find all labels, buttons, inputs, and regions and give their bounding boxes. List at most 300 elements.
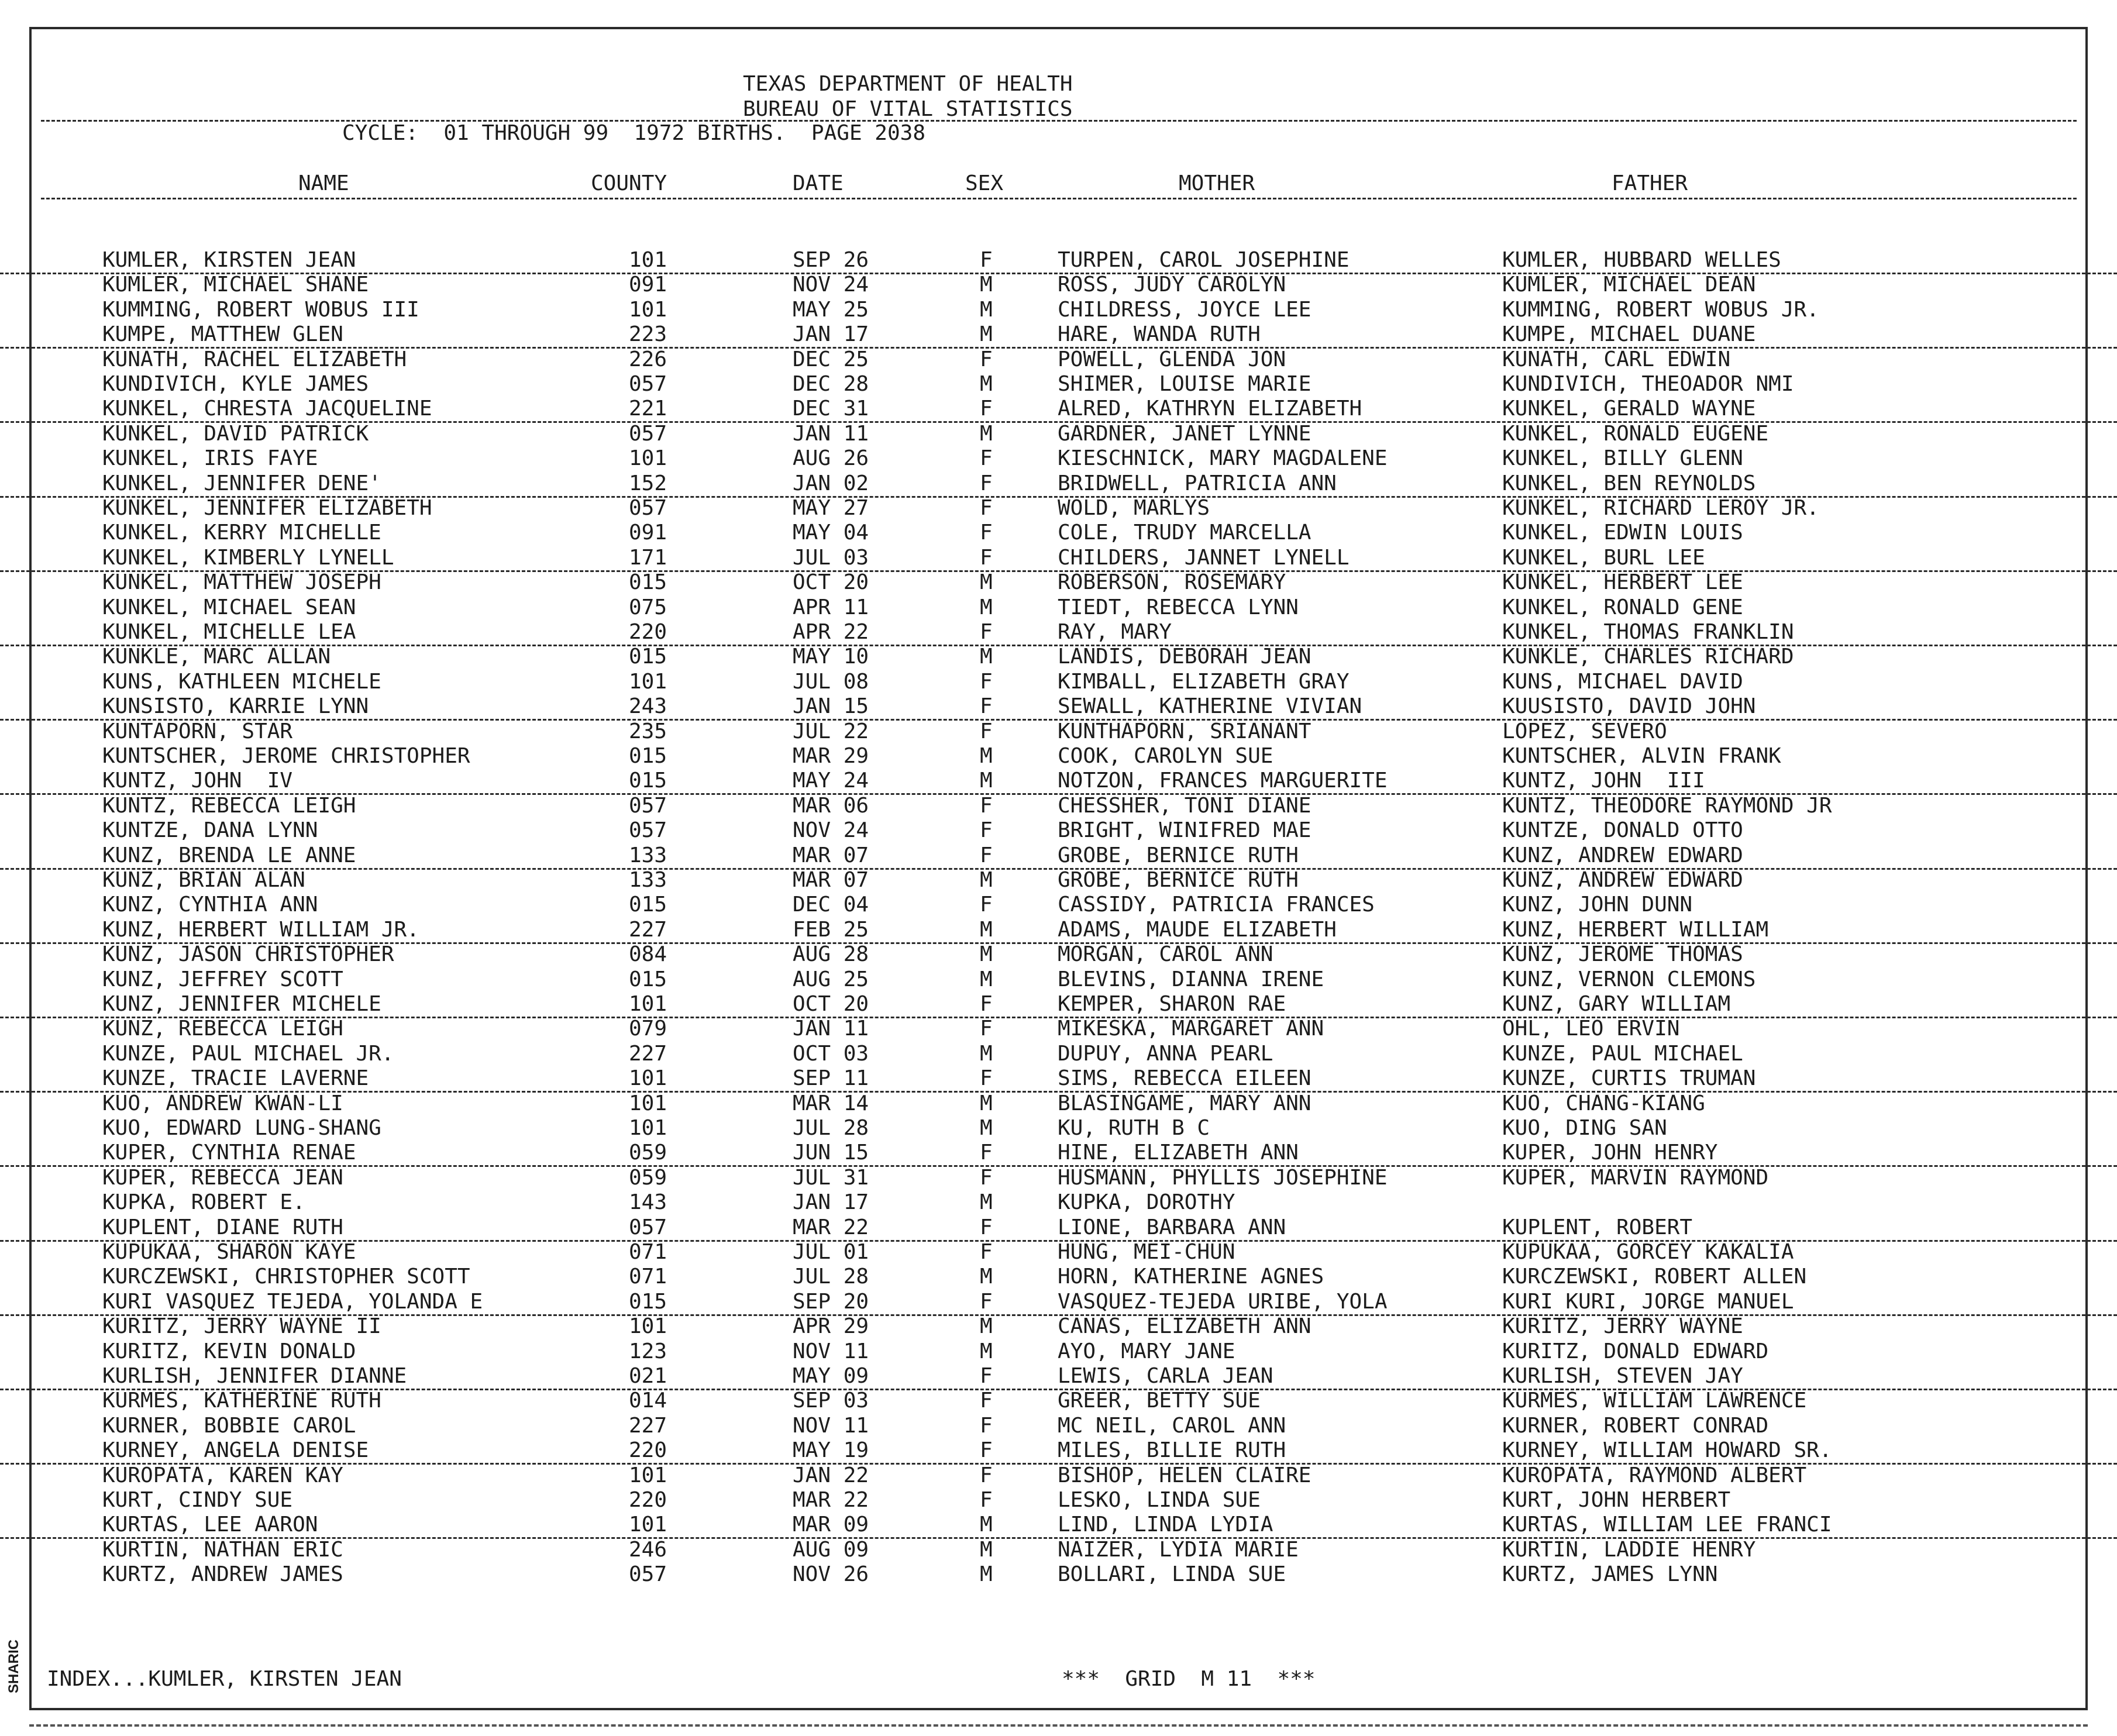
cell-father: KURMES, WILLIAM LAWRENCE — [1502, 1389, 1807, 1413]
cell-name: KUPLENT, DIANE RUTH — [102, 1215, 343, 1239]
cell-county: 015 — [629, 1289, 667, 1314]
cell-mother: SIMS, REBECCA EILEEN — [1058, 1066, 1311, 1091]
table-row — [0, 322, 2117, 349]
cell-mother: BOLLARI, LINDA SUE — [1058, 1562, 1286, 1587]
cell-sex: F — [980, 620, 993, 644]
cell-county: 021 — [629, 1364, 667, 1388]
cell-sex: F — [980, 545, 993, 570]
cell-date: MAY 09 — [793, 1364, 869, 1388]
cell-sex: M — [980, 1265, 993, 1289]
cell-county: 015 — [629, 967, 667, 991]
cell-mother: LEWIS, CARLA JEAN — [1058, 1364, 1273, 1388]
cell-county: 057 — [629, 818, 667, 843]
cell-date: APR 11 — [793, 595, 869, 619]
cell-name: KUNKLE, MARC ALLAN — [102, 645, 331, 669]
cell-mother: HINE, ELIZABETH ANN — [1058, 1141, 1299, 1165]
cell-date: AUG 25 — [793, 967, 869, 991]
cell-date: NOV 26 — [793, 1562, 869, 1587]
index-footer: INDEX...KUMLER, KIRSTEN JEAN — [47, 1667, 402, 1691]
cell-mother: ADAMS, MAUDE ELIZABETH — [1058, 917, 1337, 942]
cell-mother: BRIGHT, WINIFRED MAE — [1058, 818, 1311, 843]
cell-date: JUN 15 — [793, 1141, 869, 1165]
cell-mother: DUPUY, ANNA PEARL — [1058, 1041, 1273, 1066]
cell-name: KUNKEL, MATTHEW JOSEPH — [102, 570, 381, 595]
table-row — [0, 769, 2117, 795]
cell-date: NOV 11 — [793, 1339, 869, 1363]
table-row — [0, 1339, 2117, 1364]
cell-father: KUNKEL, RONALD GENE — [1502, 595, 1743, 619]
cell-mother: MC NEIL, CAROL ANN — [1058, 1413, 1286, 1438]
cell-mother: KUPKA, DOROTHY — [1058, 1190, 1235, 1215]
cell-sex: F — [980, 694, 993, 719]
cell-father: KUNZ, ANDREW EDWARD — [1502, 868, 1743, 892]
cell-county: 071 — [629, 1265, 667, 1289]
cell-county: 235 — [629, 719, 667, 743]
cell-mother: MILES, BILLIE RUTH — [1058, 1438, 1286, 1463]
cell-name: KUNKEL, JENNIFER DENE' — [102, 471, 381, 495]
table-row — [0, 1364, 2117, 1390]
cell-name: KURNER, BOBBIE CAROL — [102, 1413, 356, 1438]
table-row — [0, 670, 2117, 694]
cell-county: 079 — [629, 1017, 667, 1041]
cell-father: KURT, JOHN HERBERT — [1502, 1488, 1731, 1512]
table-row — [0, 1141, 2117, 1167]
table-row — [0, 1240, 2117, 1265]
cell-date: JAN 15 — [793, 694, 869, 719]
cell-sex: M — [980, 322, 993, 347]
table-row — [0, 794, 2117, 818]
cell-mother: AYO, MARY JANE — [1058, 1339, 1235, 1363]
cell-sex: M — [980, 868, 993, 892]
cell-sex: F — [980, 471, 993, 495]
cell-sex: F — [980, 893, 993, 917]
cell-father: KURTIN, LADDIE HENRY — [1502, 1537, 1756, 1562]
cell-county: 015 — [629, 769, 667, 793]
cell-father: KURITZ, JERRY WAYNE — [1502, 1314, 1743, 1339]
cell-name: KUNZ, JENNIFER MICHELE — [102, 992, 381, 1016]
table-row — [0, 1091, 2117, 1116]
table-row — [0, 248, 2117, 274]
cell-mother: COLE, TRUDY MARCELLA — [1058, 521, 1311, 545]
cell-date: JUL 31 — [793, 1165, 869, 1190]
cell-father: KUNZ, ANDREW EDWARD — [1502, 843, 1743, 867]
cell-father: KUNZ, VERNON CLEMONS — [1502, 967, 1756, 991]
cell-date: MAR 22 — [793, 1215, 869, 1239]
cell-father: KURNEY, WILLIAM HOWARD SR. — [1502, 1438, 1832, 1463]
table-row — [0, 1538, 2117, 1562]
cell-father: KURLISH, STEVEN JAY — [1502, 1364, 1743, 1388]
cell-name: KURI VASQUEZ TEJEDA, YOLANDA E — [102, 1289, 483, 1314]
cell-father: KUPLENT, ROBERT — [1502, 1215, 1693, 1239]
cell-mother: TURPEN, CAROL JOSEPHINE — [1058, 248, 1350, 272]
cell-county: 220 — [629, 1488, 667, 1512]
cell-county: 133 — [629, 868, 667, 892]
cell-county: 014 — [629, 1389, 667, 1413]
cell-name: KUNZ, BRIAN ALAN — [102, 868, 305, 892]
cell-date: DEC 25 — [793, 347, 869, 371]
cell-county: 101 — [629, 1091, 667, 1115]
table-row — [0, 893, 2117, 917]
table-row — [0, 918, 2117, 944]
cell-sex: F — [980, 1240, 993, 1264]
cell-county: 133 — [629, 843, 667, 867]
cell-county: 057 — [629, 1562, 667, 1587]
cell-date: APR 22 — [793, 620, 869, 644]
cell-father: KUNTZE, DONALD OTTO — [1502, 818, 1743, 843]
cell-mother: BLEVINS, DIANNA IRENE — [1058, 967, 1324, 991]
table-row — [0, 744, 2117, 769]
cell-sex: M — [980, 1116, 993, 1140]
cell-county: 171 — [629, 545, 667, 570]
cell-sex: M — [980, 1091, 993, 1115]
table-row — [0, 1389, 2117, 1413]
cell-sex: F — [980, 1017, 993, 1041]
cell-county: 101 — [629, 1513, 667, 1537]
cell-sex: M — [980, 917, 993, 942]
cell-mother: NAIZER, LYDIA MARIE — [1058, 1537, 1299, 1562]
table-row — [0, 372, 2117, 397]
cell-county: 057 — [629, 496, 667, 520]
cell-name: KUNKEL, IRIS FAYE — [102, 446, 318, 471]
table-row — [0, 471, 2117, 498]
cell-sex: M — [980, 297, 993, 322]
cell-name: KUMPE, MATTHEW GLEN — [102, 322, 343, 347]
cell-mother: LIND, LINDA LYDIA — [1058, 1513, 1273, 1537]
cell-county: 227 — [629, 1413, 667, 1438]
cell-county: 101 — [629, 297, 667, 322]
table-row — [0, 1017, 2117, 1041]
table-row — [0, 397, 2117, 423]
cell-name: KUNSISTO, KARRIE LYNN — [102, 694, 369, 719]
cell-date: MAR 07 — [793, 843, 869, 867]
cell-mother: WOLD, MARLYS — [1058, 496, 1210, 520]
cell-sex: F — [980, 1066, 993, 1091]
cell-county: 091 — [629, 521, 667, 545]
cell-sex: F — [980, 1289, 993, 1314]
cell-name: KUNTSCHER, JEROME CHRISTOPHER — [102, 744, 470, 768]
cell-mother: TIEDT, REBECCA LYNN — [1058, 595, 1299, 619]
cell-name: KURLISH, JENNIFER DIANNE — [102, 1364, 407, 1388]
cell-father: KUNTZ, JOHN III — [1502, 769, 1705, 793]
cell-father: KUNTZ, THEODORE RAYMOND JR — [1502, 793, 1832, 818]
table-row — [0, 620, 2117, 646]
table-row — [0, 298, 2117, 322]
cell-county: 015 — [629, 645, 667, 669]
column-header-county: COUNTY — [591, 171, 667, 195]
table-row — [0, 595, 2117, 620]
cell-name: KUNZ, CYNTHIA ANN — [102, 893, 318, 917]
cell-sex: F — [980, 1413, 993, 1438]
cell-father: KUMLER, MICHAEL DEAN — [1502, 273, 1756, 297]
cell-sex: F — [980, 248, 993, 272]
cell-name: KUO, EDWARD LUNG-SHANG — [102, 1116, 381, 1140]
cell-father: KUPER, MARVIN RAYMOND — [1502, 1165, 1769, 1190]
cell-name: KURNEY, ANGELA DENISE — [102, 1438, 369, 1463]
cell-father: KUNS, MICHAEL DAVID — [1502, 669, 1743, 694]
cell-county: 101 — [629, 992, 667, 1016]
cell-mother: ROBERSON, ROSEMARY — [1058, 570, 1286, 595]
cell-county: 057 — [629, 793, 667, 818]
cell-name: KUMLER, MICHAEL SHANE — [102, 273, 369, 297]
cell-sex: F — [980, 446, 993, 471]
cell-county: 071 — [629, 1240, 667, 1264]
cell-date: MAY 10 — [793, 645, 869, 669]
cell-date: OCT 03 — [793, 1041, 869, 1066]
cell-father: KUMPE, MICHAEL DUANE — [1502, 322, 1756, 347]
table-row — [0, 1463, 2117, 1488]
table-row — [0, 496, 2117, 521]
cell-father: KUNZ, JOHN DUNN — [1502, 893, 1693, 917]
table-row — [0, 1438, 2117, 1465]
cell-sex: F — [980, 1463, 993, 1487]
cell-county: 101 — [629, 669, 667, 694]
table-row — [0, 1314, 2117, 1339]
cell-date: MAR 14 — [793, 1091, 869, 1115]
cell-name: KUNTZ, REBECCA LEIGH — [102, 793, 356, 818]
cell-county: 101 — [629, 1066, 667, 1091]
cell-date: MAR 06 — [793, 793, 869, 818]
cell-county: 101 — [629, 1463, 667, 1487]
cell-sex: M — [980, 372, 993, 396]
cell-date: SEP 03 — [793, 1389, 869, 1413]
table-row — [0, 521, 2117, 545]
cell-mother: BISHOP, HELEN CLAIRE — [1058, 1463, 1311, 1487]
cell-county: 015 — [629, 570, 667, 595]
cell-name: KUNKEL, CHRESTA JACQUELINE — [102, 397, 432, 421]
table-row — [0, 843, 2117, 870]
cell-mother: MIKESKA, MARGARET ANN — [1058, 1017, 1324, 1041]
cell-date: MAR 07 — [793, 868, 869, 892]
cell-county: 075 — [629, 595, 667, 619]
cell-sex: M — [980, 769, 993, 793]
cell-mother: GROBE, BERNICE RUTH — [1058, 843, 1299, 867]
cell-date: AUG 09 — [793, 1537, 869, 1562]
column-header-father: FATHER — [1612, 171, 1688, 195]
cell-date: JAN 11 — [793, 421, 869, 446]
cell-name: KUPUKAA, SHARON KAYE — [102, 1240, 356, 1264]
cell-date: MAR 22 — [793, 1488, 869, 1512]
table-row — [0, 645, 2117, 669]
cell-county: 057 — [629, 421, 667, 446]
cell-sex: M — [980, 421, 993, 446]
cell-date: JAN 17 — [793, 322, 869, 347]
cell-father: KUO, CHANG-KIANG — [1502, 1091, 1705, 1115]
cell-name: KURTIN, NATHAN ERIC — [102, 1537, 343, 1562]
cell-sex: M — [980, 942, 993, 967]
cell-mother: KEMPER, SHARON RAE — [1058, 992, 1286, 1016]
cell-county: 101 — [629, 1116, 667, 1140]
cell-father: KUROPATA, RAYMOND ALBERT — [1502, 1463, 1807, 1487]
table-row — [0, 1042, 2117, 1066]
bureau-title: BUREAU OF VITAL STATISTICS — [743, 97, 1073, 121]
cell-father: KUNKLE, CHARLES RICHARD — [1502, 645, 1794, 669]
column-header-mother: MOTHER — [1179, 171, 1255, 195]
column-header-sex: SEX — [965, 171, 1004, 195]
table-row — [0, 273, 2117, 297]
cell-mother: POWELL, GLENDA JON — [1058, 347, 1286, 371]
cell-mother: NOTZON, FRANCES MARGUERITE — [1058, 769, 1388, 793]
cell-sex: F — [980, 843, 993, 867]
cell-county: 220 — [629, 620, 667, 644]
cell-father: KUNKEL, THOMAS FRANKLIN — [1502, 620, 1794, 644]
cell-name: KUNKEL, JENNIFER ELIZABETH — [102, 496, 432, 520]
cell-name: KUROPATA, KAREN KAY — [102, 1463, 343, 1487]
table-row — [0, 1562, 2117, 1587]
cell-mother: HARE, WANDA RUTH — [1058, 322, 1261, 347]
cell-name: KURMES, KATHERINE RUTH — [102, 1389, 381, 1413]
grid-footer: *** GRID M 11 *** — [1062, 1667, 1316, 1691]
cell-name: KUNKEL, DAVID PATRICK — [102, 421, 369, 446]
cell-sex: F — [980, 1488, 993, 1512]
cell-date: MAY 19 — [793, 1438, 869, 1463]
cell-county: 091 — [629, 273, 667, 297]
cell-mother: MORGAN, CAROL ANN — [1058, 942, 1273, 967]
cell-name: KUPER, CYNTHIA RENAE — [102, 1141, 356, 1165]
cell-sex: F — [980, 1141, 993, 1165]
cell-date: SEP 26 — [793, 248, 869, 272]
table-row — [0, 992, 2117, 1018]
cell-mother: HORN, KATHERINE AGNES — [1058, 1265, 1324, 1289]
cell-father: KURNER, ROBERT CONRAD — [1502, 1413, 1769, 1438]
cell-mother: CHILDERS, JANNET LYNELL — [1058, 545, 1350, 570]
cell-mother: LIONE, BARBARA ANN — [1058, 1215, 1286, 1239]
cell-name: KUPKA, ROBERT E. — [102, 1190, 305, 1215]
cell-date: MAY 25 — [793, 297, 869, 322]
table-row — [0, 1290, 2117, 1316]
cell-date: MAY 04 — [793, 521, 869, 545]
cell-father: KURI KURI, JORGE MANUEL — [1502, 1289, 1794, 1314]
cell-date: MAR 29 — [793, 744, 869, 768]
cell-father: LOPEZ, SEVERO — [1502, 719, 1667, 743]
cell-name: KURTZ, ANDREW JAMES — [102, 1562, 343, 1587]
cell-sex: M — [980, 1537, 993, 1562]
cell-date: APR 29 — [793, 1314, 869, 1339]
cell-mother: GROBE, BERNICE RUTH — [1058, 868, 1299, 892]
cell-date: NOV 24 — [793, 818, 869, 843]
table-row — [0, 446, 2117, 471]
cell-sex: M — [980, 1339, 993, 1363]
page-bottom-rule — [29, 1724, 2088, 1727]
column-header-date: DATE — [793, 171, 844, 195]
cell-mother: CASSIDY, PATRICIA FRANCES — [1058, 893, 1375, 917]
cell-name: KURTAS, LEE AARON — [102, 1513, 318, 1537]
cell-mother: VASQUEZ-TEJEDA URIBE, YOLA — [1058, 1289, 1388, 1314]
cell-date: JUL 03 — [793, 545, 869, 570]
cell-name: KUNKEL, MICHELLE LEA — [102, 620, 356, 644]
cell-mother: KU, RUTH B C — [1058, 1116, 1210, 1140]
cell-name: KUNZ, HERBERT WILLIAM JR. — [102, 917, 419, 942]
cell-father: KUPER, JOHN HENRY — [1502, 1141, 1718, 1165]
cell-mother: CHESSHER, TONI DIANE — [1058, 793, 1311, 818]
cell-sex: F — [980, 521, 993, 545]
cell-sex: M — [980, 595, 993, 619]
cell-sex: F — [980, 818, 993, 843]
cell-date: MAR 09 — [793, 1513, 869, 1537]
table-row — [0, 1215, 2117, 1242]
cell-sex: F — [980, 992, 993, 1016]
cell-sex: M — [980, 645, 993, 669]
cell-father: KUNKEL, GERALD WAYNE — [1502, 397, 1756, 421]
cell-sex: M — [980, 273, 993, 297]
cell-date: JUL 28 — [793, 1116, 869, 1140]
table-row — [0, 1190, 2117, 1215]
cell-father: KUNKEL, EDWIN LOUIS — [1502, 521, 1743, 545]
cell-mother: RAY, MARY — [1058, 620, 1172, 644]
cell-father: KUNDIVICH, THEOADOR NMI — [1502, 372, 1794, 396]
cell-name: KUNTZE, DANA LYNN — [102, 818, 318, 843]
cell-name: KUNATH, RACHEL ELIZABETH — [102, 347, 407, 371]
cell-county: 059 — [629, 1141, 667, 1165]
cell-father: KUNZ, JEROME THOMAS — [1502, 942, 1743, 967]
cell-father: OHL, LEO ERVIN — [1502, 1017, 1680, 1041]
cell-father: KUNZE, PAUL MICHAEL — [1502, 1041, 1743, 1066]
cell-mother: HUSMANN, PHYLLIS JOSEPHINE — [1058, 1165, 1388, 1190]
cell-mother: BRIDWELL, PATRICIA ANN — [1058, 471, 1337, 495]
cell-date: JAN 22 — [793, 1463, 869, 1487]
cell-father: KUNKEL, BILLY GLENN — [1502, 446, 1743, 471]
cell-county: 123 — [629, 1339, 667, 1363]
cell-sex: M — [980, 1041, 993, 1066]
cell-name: KUNZ, REBECCA LEIGH — [102, 1017, 343, 1041]
cell-name: KURITZ, JERRY WAYNE II — [102, 1314, 381, 1339]
cell-sex: F — [980, 1364, 993, 1388]
cell-father: KUNZE, CURTIS TRUMAN — [1502, 1066, 1756, 1091]
table-row — [0, 1166, 2117, 1190]
cell-mother: KIMBALL, ELIZABETH GRAY — [1058, 669, 1350, 694]
cell-sex: F — [980, 793, 993, 818]
cell-sex: M — [980, 1314, 993, 1339]
cell-name: KUNS, KATHLEEN MICHELE — [102, 669, 381, 694]
cell-mother: CHILDRESS, JOYCE LEE — [1058, 297, 1311, 322]
cell-sex: M — [980, 1562, 993, 1587]
cell-name: KUNZ, JASON CHRISTOPHER — [102, 942, 394, 967]
cell-date: NOV 24 — [793, 273, 869, 297]
cell-father: KUNKEL, BURL LEE — [1502, 545, 1705, 570]
cell-father: KURTZ, JAMES LYNN — [1502, 1562, 1718, 1587]
cell-name: KUNKEL, MICHAEL SEAN — [102, 595, 356, 619]
cell-date: MAY 24 — [793, 769, 869, 793]
cell-sex: F — [980, 1438, 993, 1463]
cell-county: 143 — [629, 1190, 667, 1215]
cell-mother: GREER, BETTY SUE — [1058, 1389, 1261, 1413]
cell-sex: M — [980, 1190, 993, 1215]
cell-mother: ROSS, JUDY CAROLYN — [1058, 273, 1286, 297]
cell-father: KUMLER, HUBBARD WELLES — [1502, 248, 1781, 272]
cell-mother: HUNG, MEI-CHUN — [1058, 1240, 1235, 1264]
cell-date: OCT 20 — [793, 570, 869, 595]
cell-sex: F — [980, 1215, 993, 1239]
cell-date: JUL 01 — [793, 1240, 869, 1264]
cell-date: NOV 11 — [793, 1413, 869, 1438]
table-row — [0, 546, 2117, 572]
cell-father: KUO, DING SAN — [1502, 1116, 1667, 1140]
cell-name: KUNDIVICH, KYLE JAMES — [102, 372, 369, 396]
department-title: TEXAS DEPARTMENT OF HEALTH — [743, 72, 1073, 96]
cell-mother: KIESCHNICK, MARY MAGDALENE — [1058, 446, 1388, 471]
cell-date: JAN 11 — [793, 1017, 869, 1041]
cell-county: 227 — [629, 1041, 667, 1066]
cell-county: 152 — [629, 471, 667, 495]
cell-sex: F — [980, 347, 993, 371]
table-row — [0, 942, 2117, 967]
cell-sex: M — [980, 744, 993, 768]
cell-sex: M — [980, 570, 993, 595]
cell-date: AUG 28 — [793, 942, 869, 967]
cell-father: KUNKEL, RICHARD LEROY JR. — [1502, 496, 1819, 520]
cell-mother: SHIMER, LOUISE MARIE — [1058, 372, 1311, 396]
cell-father: KUNKEL, BEN REYNOLDS — [1502, 471, 1756, 495]
cell-name: KURCZEWSKI, CHRISTOPHER SCOTT — [102, 1265, 470, 1289]
